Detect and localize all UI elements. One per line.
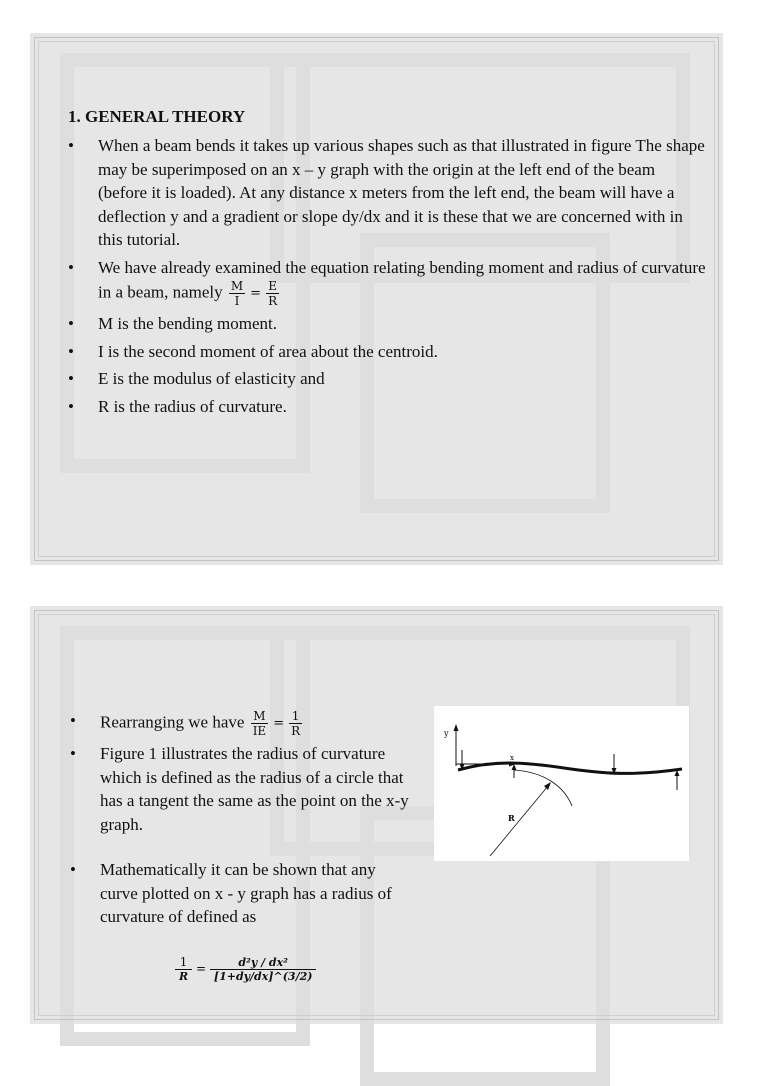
fraction-denominator: I [234, 294, 240, 308]
list-item [68, 134, 708, 252]
bullet-text: We have already examined the equation relating bending moment and radius of curvature in a beam, namely [98, 257, 706, 302]
bullet-list [68, 134, 708, 422]
fraction-numerator: E [266, 279, 279, 294]
bullet-text: E is the modulus of elasticity and [98, 369, 325, 388]
bullet-marker: • [68, 341, 74, 361]
list-item [68, 395, 708, 419]
y-axis-label: y [444, 729, 449, 738]
fraction-m-over-ie [251, 709, 269, 738]
beam-curvature-figure [434, 706, 689, 861]
beam-diagram [434, 706, 689, 861]
slide-1 [30, 33, 723, 565]
bullet-marker: • [68, 314, 74, 333]
slide-2 [30, 606, 723, 1024]
equals-sign: = [250, 285, 262, 301]
formula-rhs-denominator: [1+dy/dx]^(3/2) [213, 969, 313, 983]
radius-label: R [508, 813, 515, 823]
bullet-text: Mathematically it can be shown that any curve plotted on x - y graph has a radius of curvature of defined as [100, 860, 392, 926]
x-axis-label: x [510, 754, 514, 762]
radius-line [490, 786, 548, 856]
list-item [70, 858, 415, 929]
curvature-formula [175, 955, 316, 983]
fraction-denominator: IE [252, 724, 267, 738]
deflected-beam [458, 763, 682, 773]
bullet-marker: • [70, 711, 76, 730]
fraction-numerator: M [251, 709, 269, 724]
bullet-marker: • [68, 369, 74, 388]
radius-arrowhead [544, 782, 551, 790]
fraction-denominator: R [291, 724, 301, 738]
formula-rhs [210, 956, 317, 983]
bullet-text: I is the second moment of area about the centroid. [98, 341, 438, 361]
y-axis-arrowhead [454, 724, 459, 731]
bullet-text: Rearranging we have [100, 712, 245, 732]
section-title: 1. GENERAL THEORY [68, 107, 246, 126]
bullet-text: When a beam bends it takes up various shapes such as that illustrated in figure The shape may be superimposed on an x – y graph with the origin at the left end of the beam (before it is loaded). At any distance x meters from the left end, the beam will have a deflection y and a gradient or slope dy/dx and it is these that we are concerned with in this tutorial. [98, 136, 705, 249]
fraction-e-over-r [266, 279, 279, 308]
fraction-m-over-i [229, 279, 245, 308]
bullet-text: M is the bending moment. [98, 314, 277, 333]
bullet-list [70, 709, 415, 933]
list-item [70, 709, 415, 738]
list-item [68, 340, 708, 364]
fraction-numerator: M [230, 279, 244, 293]
list-item [68, 312, 708, 336]
bullet-marker: • [70, 744, 76, 763]
curvature-circle-arc [514, 770, 572, 806]
bullet-marker: • [68, 396, 74, 416]
bullet-text: Figure 1 illustrates the radius of curvature which is defined as the radius of a circle that has a tangent the same as the point on the x-y graph. [100, 744, 409, 834]
bullet-text: R is the radius of curvature. [98, 396, 287, 416]
bullet-marker: • [70, 860, 76, 879]
fraction-1-over-r [289, 709, 302, 738]
list-item [68, 367, 708, 391]
fraction-numerator: 1 [289, 709, 302, 724]
bullet-marker: • [68, 136, 74, 155]
formula-lhs [175, 955, 192, 983]
formula-rhs-numerator: d²y / dx² [210, 956, 317, 970]
equals-sign: = [273, 715, 285, 731]
bullet-marker: • [68, 257, 74, 277]
formula-lhs-numerator: 1 [175, 955, 192, 970]
list-item [68, 256, 708, 309]
list-item [70, 742, 415, 836]
formula-equals: = [195, 961, 207, 976]
fraction-denominator: R [268, 294, 278, 308]
formula-lhs-denominator: R [179, 970, 189, 983]
